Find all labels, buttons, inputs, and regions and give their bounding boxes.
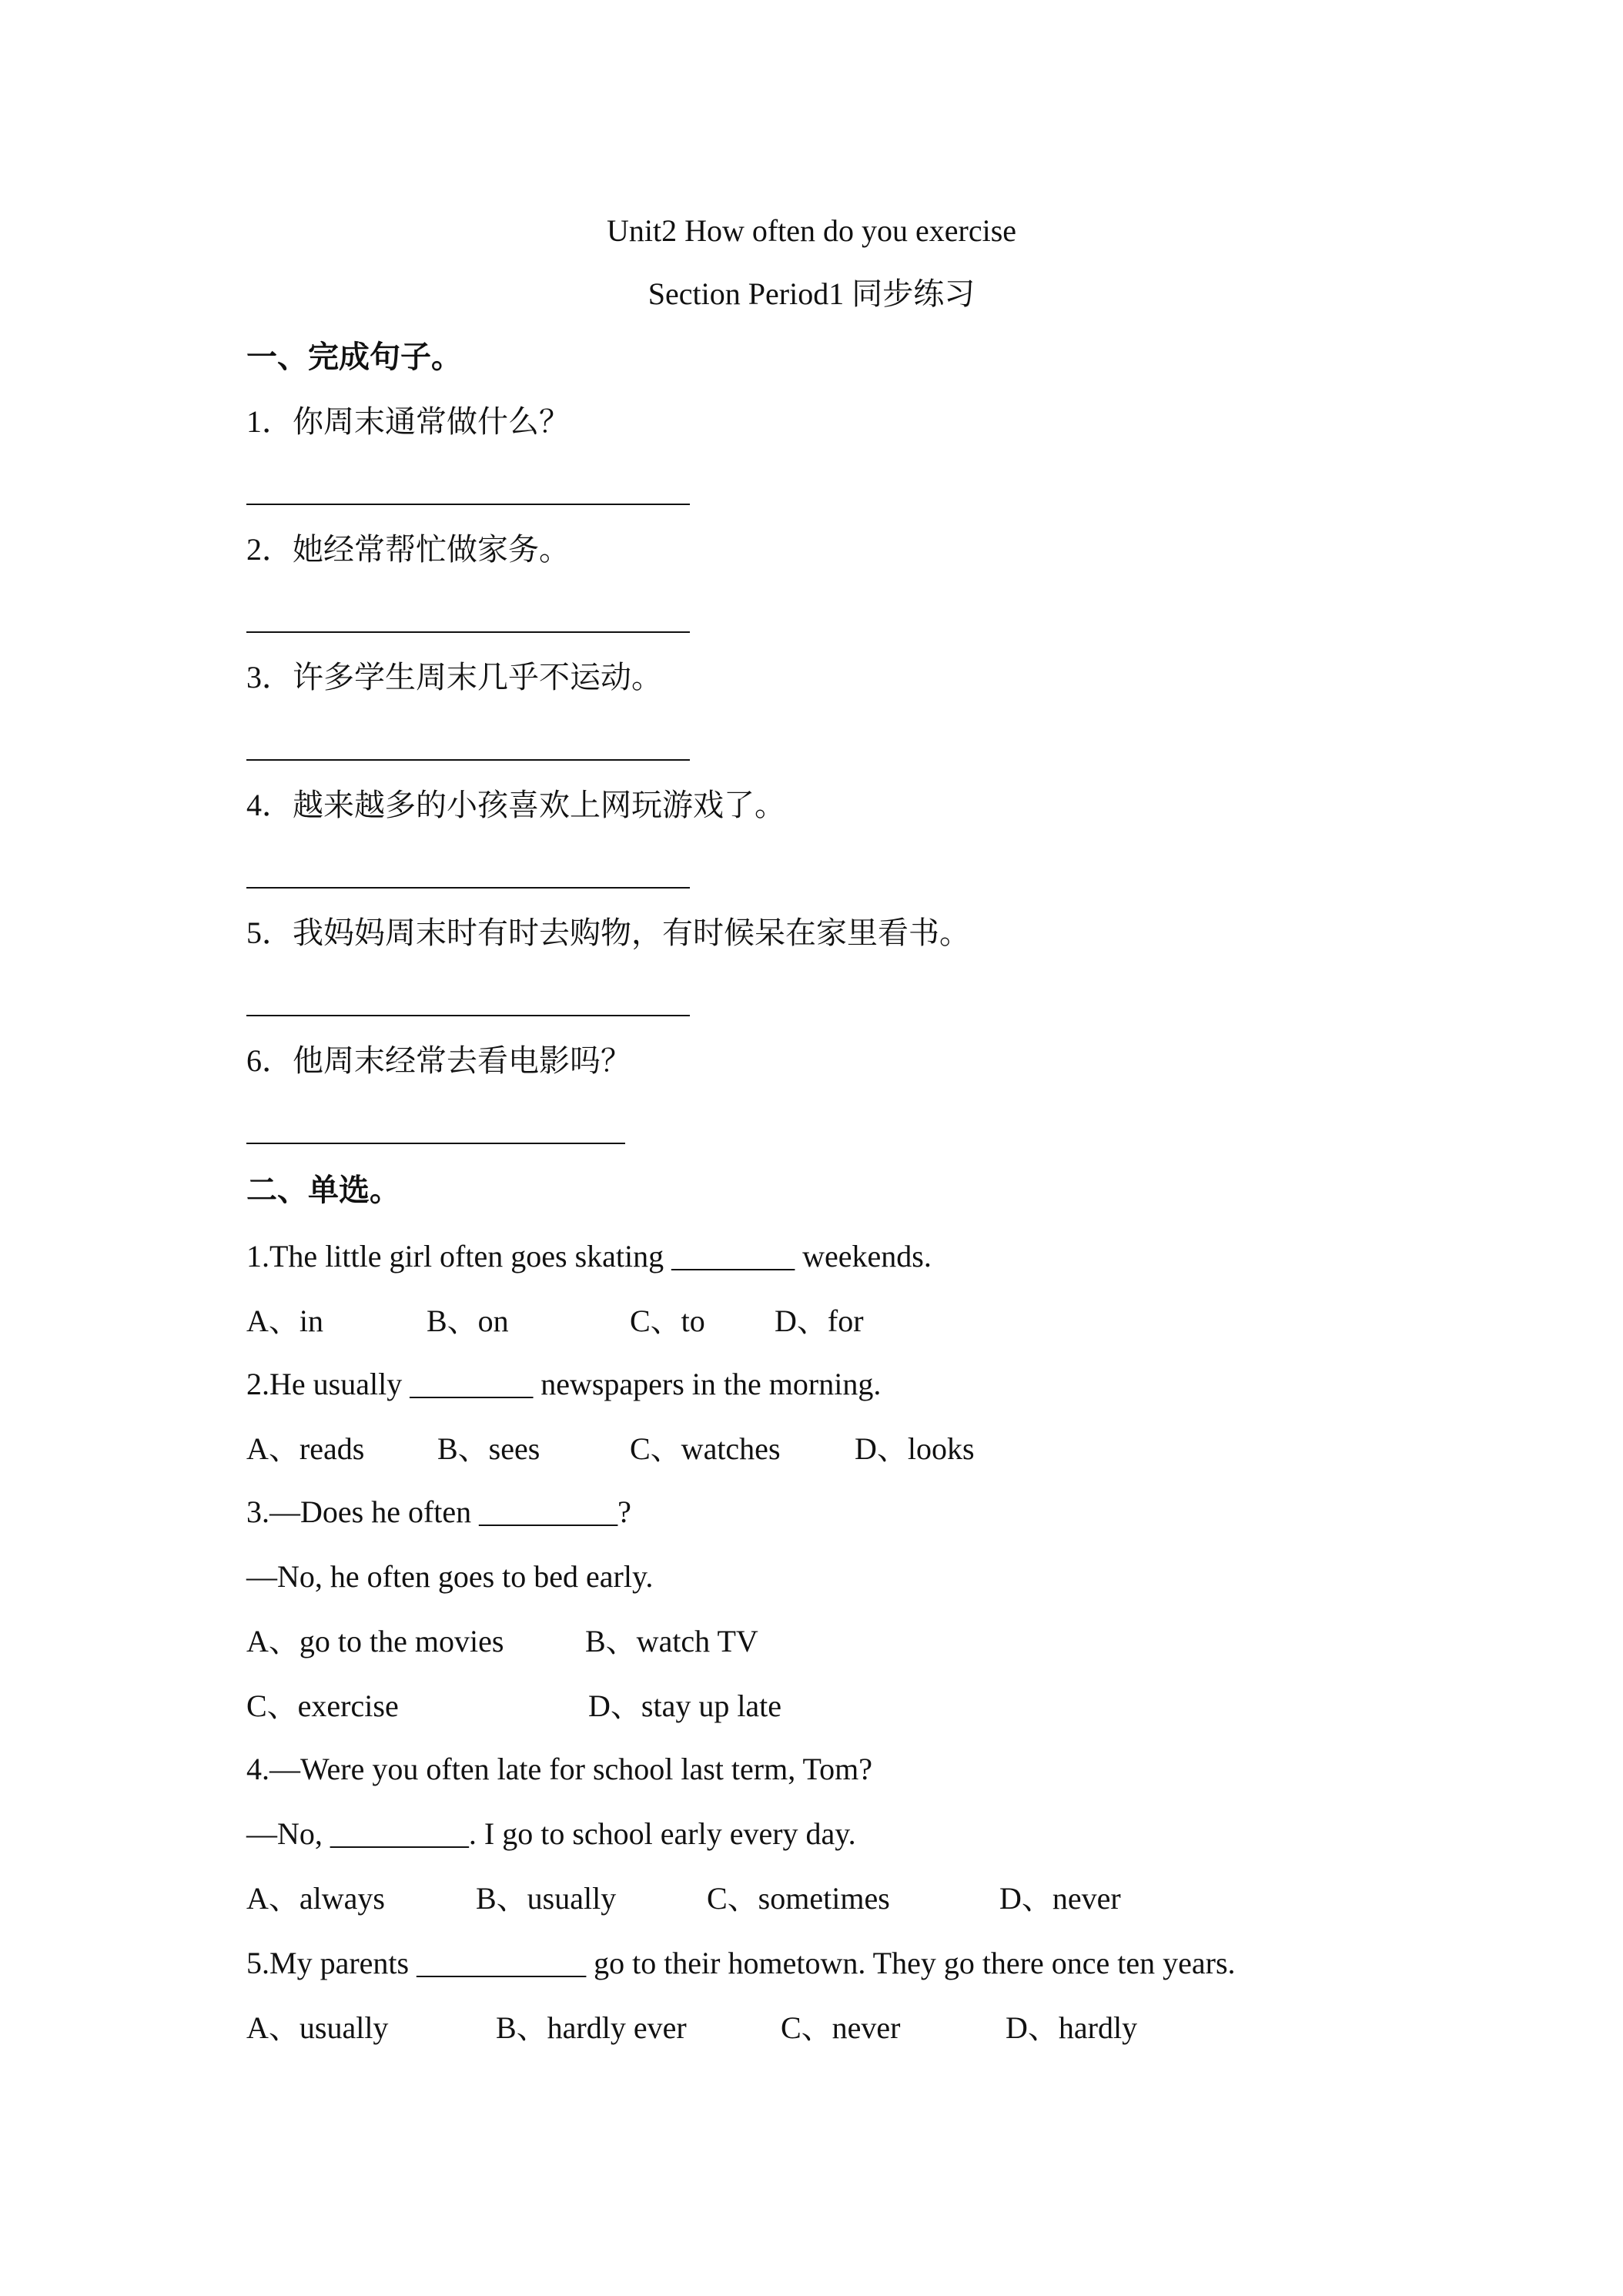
- question-4-stem: 4.—Were you often late for school last term, Tom?: [246, 1752, 873, 1786]
- question-2-stem: 2.He usually ________ newspapers in the morning.: [246, 1367, 882, 1401]
- section1-heading: 一、完成句子。: [246, 340, 462, 374]
- answer-line-4[interactable]: [246, 887, 690, 889]
- answer-line-6[interactable]: [246, 1143, 625, 1144]
- answer-line-5[interactable]: [246, 1015, 690, 1016]
- q4-option-b[interactable]: B、usually: [476, 1881, 617, 1916]
- section2-heading: 二、单选。: [246, 1173, 400, 1207]
- answer-line-3[interactable]: [246, 759, 690, 761]
- sentence-prompt-6: 6．他周末经常去看电影吗？: [246, 1043, 631, 1078]
- sentence-prompt-2: 2．她经常帮忙做家务。: [246, 532, 570, 567]
- sentence-prompt-4: 4．越来越多的小孩喜欢上网玩游戏了。: [246, 788, 785, 822]
- question-4-reply: —No, _________. I go to school early every day.: [246, 1816, 856, 1851]
- q1-option-b[interactable]: B、on: [427, 1304, 509, 1338]
- answer-line-1[interactable]: [246, 504, 690, 505]
- page-title: Unit2 How often do you exercise: [606, 213, 1017, 248]
- question-3-stem: 3.—Does he often _________?: [246, 1494, 631, 1529]
- question-3-reply: —No, he often goes to bed early.: [246, 1559, 654, 1594]
- q2-option-b[interactable]: B、sees: [437, 1431, 540, 1466]
- sentence-prompt-1: 1．你周末通常做什么？: [246, 404, 570, 439]
- answer-line-2[interactable]: [246, 631, 690, 633]
- question-1-stem: 1.The little girl often goes skating ________ weekends.: [246, 1239, 932, 1274]
- q5-option-b[interactable]: B、hardly ever: [496, 2010, 687, 2045]
- sentence-prompt-3: 3．许多学生周末几乎不运动。: [246, 660, 662, 694]
- q1-option-a[interactable]: A、in: [246, 1304, 323, 1338]
- page-subtitle: Section Period1 同步练习: [648, 276, 975, 311]
- q3-option-b[interactable]: B、watch TV: [585, 1624, 758, 1658]
- q2-option-c[interactable]: C、watches: [630, 1431, 781, 1466]
- q1-option-d[interactable]: D、for: [775, 1304, 864, 1338]
- q4-option-a[interactable]: A、always: [246, 1881, 385, 1916]
- q3-option-a[interactable]: A、go to the movies: [246, 1624, 504, 1658]
- q4-option-c[interactable]: C、sometimes: [707, 1881, 890, 1916]
- q5-option-a[interactable]: A、usually: [246, 2010, 389, 2045]
- q1-option-c[interactable]: C、to: [630, 1304, 705, 1338]
- q2-option-a[interactable]: A、reads: [246, 1431, 365, 1466]
- question-5-stem: 5.My parents ___________ go to their hometown. They go there once ten years.: [246, 1946, 1236, 1980]
- q5-option-c[interactable]: C、never: [781, 2010, 901, 2045]
- q5-option-d[interactable]: D、hardly: [1006, 2010, 1138, 2045]
- q4-option-d[interactable]: D、never: [999, 1881, 1121, 1916]
- q2-option-d[interactable]: D、looks: [855, 1431, 975, 1466]
- q3-option-c[interactable]: C、exercise: [246, 1689, 399, 1723]
- q3-option-d[interactable]: D、stay up late: [588, 1689, 782, 1723]
- sentence-prompt-5: 5．我妈妈周末时有时去购物，有时候呆在家里看书。: [246, 915, 970, 950]
